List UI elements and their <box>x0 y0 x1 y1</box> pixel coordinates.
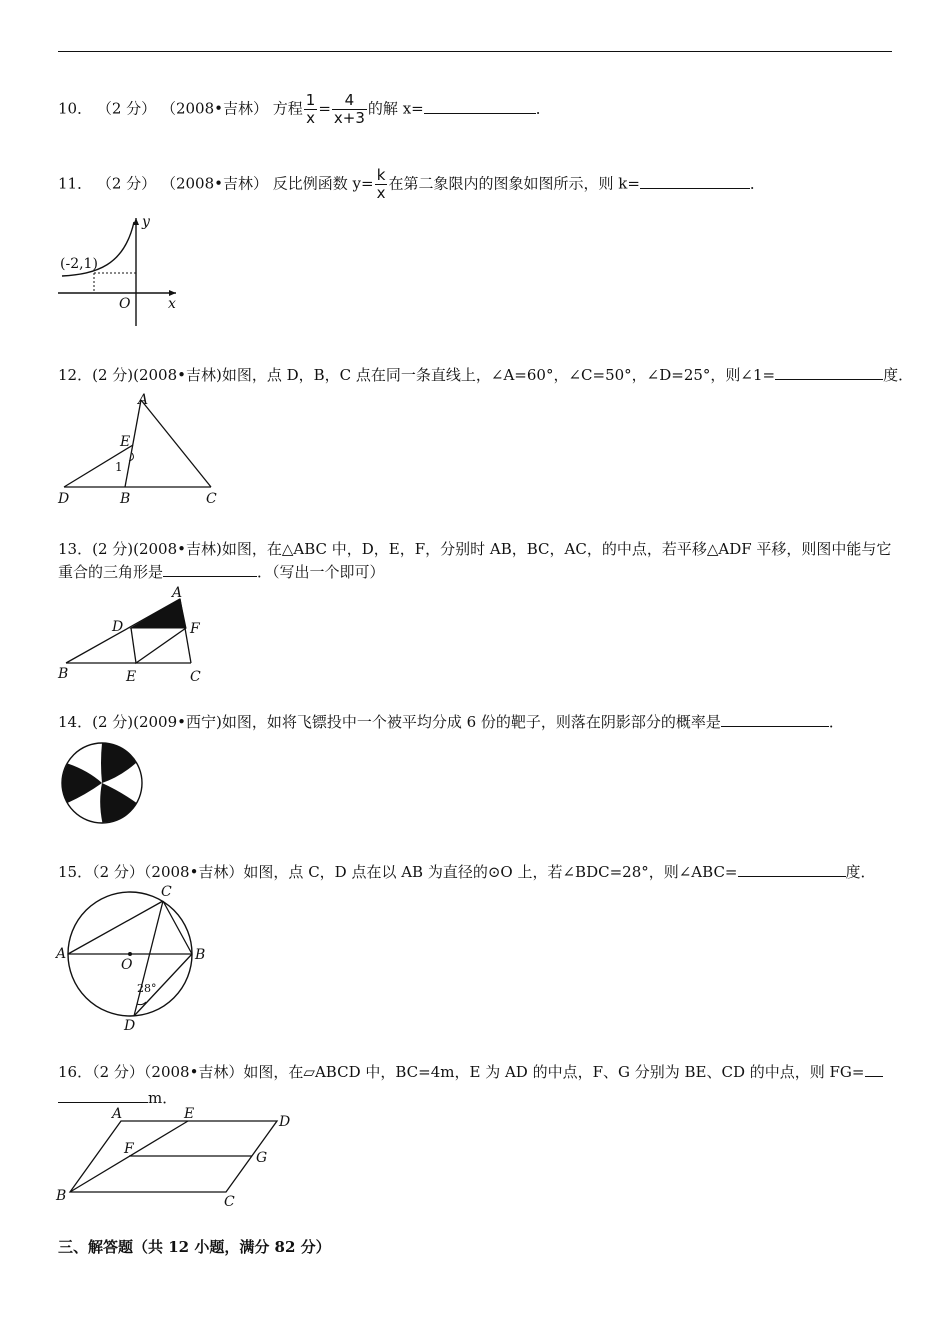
q10-score: （2 分） <box>96 99 157 118</box>
q13-shaded-triangle-ADF <box>131 599 186 628</box>
q15-chord-AC <box>68 901 163 954</box>
q10-frac1-num: 1 <box>305 91 316 109</box>
q16-label-A: A <box>112 1106 123 1122</box>
q10-frac1-den: x <box>306 109 316 127</box>
q15-angle-label: 28° <box>137 982 157 995</box>
q11-figure <box>56 212 186 332</box>
q16-label-G: G <box>256 1150 268 1166</box>
question-13-line-2 <box>58 561 385 583</box>
question-10 <box>58 92 551 127</box>
q10-fraction-2 <box>332 92 367 127</box>
question-14 <box>58 711 844 733</box>
q13-midlines <box>131 628 186 663</box>
q11-origin-label: O <box>119 296 131 312</box>
q11-source: （2008•吉林） <box>160 174 268 193</box>
q11-score: （2 分） <box>96 174 157 193</box>
section-3-heading: 三、解答题（共 12 小题，满分 82 分） <box>58 1238 331 1256</box>
q13-line2-before: 重合的三角形是 <box>58 563 164 581</box>
q16-answer-blank-start[interactable] <box>865 1062 883 1077</box>
q15-label-C: C <box>161 884 172 900</box>
q16-label-E: E <box>184 1106 195 1122</box>
q13-label-D: D <box>112 619 124 635</box>
q15-answer-blank[interactable] <box>738 862 846 877</box>
q13-line1: 13．(2 分)(2008•吉林)如图，在△ABC 中，D，E，F，分别时 AB，BC，AC，的中点，若平移△ADF 平移，则图中能与它 <box>58 540 892 558</box>
q16-label-C: C <box>224 1194 235 1210</box>
q12-end: 度． <box>883 366 914 384</box>
q10-frac2-den: x+3 <box>333 109 365 127</box>
q13-label-C: C <box>190 669 201 685</box>
q11-answer-blank[interactable] <box>640 174 750 189</box>
q13-label-B: B <box>58 666 69 682</box>
q16-label-F: F <box>124 1141 134 1157</box>
q13-label-F: F <box>190 621 200 637</box>
q12-label-A: A <box>138 392 149 408</box>
q15-label-O: O <box>121 957 133 973</box>
q10-number: 10． <box>58 99 93 118</box>
q13-label-E: E <box>126 669 137 685</box>
q14-answer-blank[interactable] <box>721 712 829 727</box>
q16-answer-blank[interactable] <box>58 1088 148 1103</box>
q12-text: 12．(2 分)(2008•吉林)如图，点 D，B，C 点在同一条直线上，∠A=60°，∠C=50°，∠D=25°，则∠1= <box>58 366 776 384</box>
q10-frac2-num: 4 <box>332 92 367 110</box>
q12-label-B: B <box>120 491 131 507</box>
q12-line-AC <box>141 400 211 487</box>
question-13-line-1 <box>58 538 891 560</box>
q12-label-D: D <box>58 491 70 507</box>
q14-end: ． <box>828 713 844 731</box>
q10-equals: = <box>318 99 331 118</box>
q15-chord-CB <box>163 901 192 954</box>
q11-x-label: x <box>168 296 176 312</box>
q13-label-A: A <box>172 585 183 601</box>
q15-label-A: A <box>56 946 67 962</box>
question-15 <box>58 861 876 883</box>
q16-figure <box>54 1104 304 1208</box>
q10-text-before: 方程 <box>272 99 303 118</box>
q11-end: ． <box>749 174 765 193</box>
q13-figure <box>56 585 216 685</box>
q13-line2-after: ．（写出一个即可） <box>257 563 385 581</box>
q11-text-after: 在第二象限内的图象如图所示，则 k= <box>388 174 640 193</box>
q12-label-C: C <box>206 491 217 507</box>
q10-source: （2008•吉林） <box>160 99 268 118</box>
q11-y-label: y <box>142 214 150 230</box>
q15-figure <box>54 884 214 1034</box>
top-rule <box>58 51 892 52</box>
q15-label-D: D <box>124 1018 136 1034</box>
q12-answer-blank[interactable] <box>775 365 883 380</box>
q14-dartboard-figure <box>60 741 144 825</box>
q13-answer-blank[interactable] <box>163 562 257 577</box>
q10-end: ． <box>535 99 551 118</box>
q12-line-DE <box>64 445 133 487</box>
question-11 <box>58 167 765 202</box>
q12-angle-label: 1 <box>115 460 123 474</box>
q11-point-label: (-2,1) <box>60 256 98 272</box>
q12-label-E: E <box>120 434 131 450</box>
q11-frac-num: k <box>375 167 388 185</box>
q12-figure <box>56 390 226 508</box>
question-12 <box>58 364 913 386</box>
q16-line1: 16．（2 分）（2008•吉林）如图，在▱ABCD 中，BC=4m，E 为 AD 的中点，F、G 分别为 BE、CD 的中点，则 FG= <box>58 1063 865 1081</box>
q10-fraction-1 <box>304 92 318 127</box>
q10-text-after: 的解 x= <box>367 99 424 118</box>
q15-end: 度． <box>845 863 876 881</box>
q15-center-point <box>128 952 132 956</box>
q16-line2-after: m． <box>148 1089 178 1107</box>
q11-fraction <box>375 167 388 202</box>
q11-frac-den: x <box>376 184 386 202</box>
q11-text-before: 反比例函数 y= <box>272 174 374 193</box>
q16-label-B: B <box>56 1188 67 1204</box>
q15-label-B: B <box>195 947 206 963</box>
q10-answer-blank[interactable] <box>424 99 536 114</box>
q15-chord-CD <box>134 901 163 1016</box>
q14-text: 14．(2 分)(2009•西宁)如图，如将飞镖投中一个被平均分成 6 份的靶子，则落在阴影部分的概率是 <box>58 713 721 731</box>
q16-label-D: D <box>279 1114 291 1130</box>
question-16-line-1 <box>58 1061 883 1083</box>
q11-number: 11． <box>58 174 93 193</box>
q15-text: 15．（2 分）（2008•吉林）如图，点 C，D 点在以 AB 为直径的⊙O 上，若∠BDC=28°，则∠ABC= <box>58 863 738 881</box>
